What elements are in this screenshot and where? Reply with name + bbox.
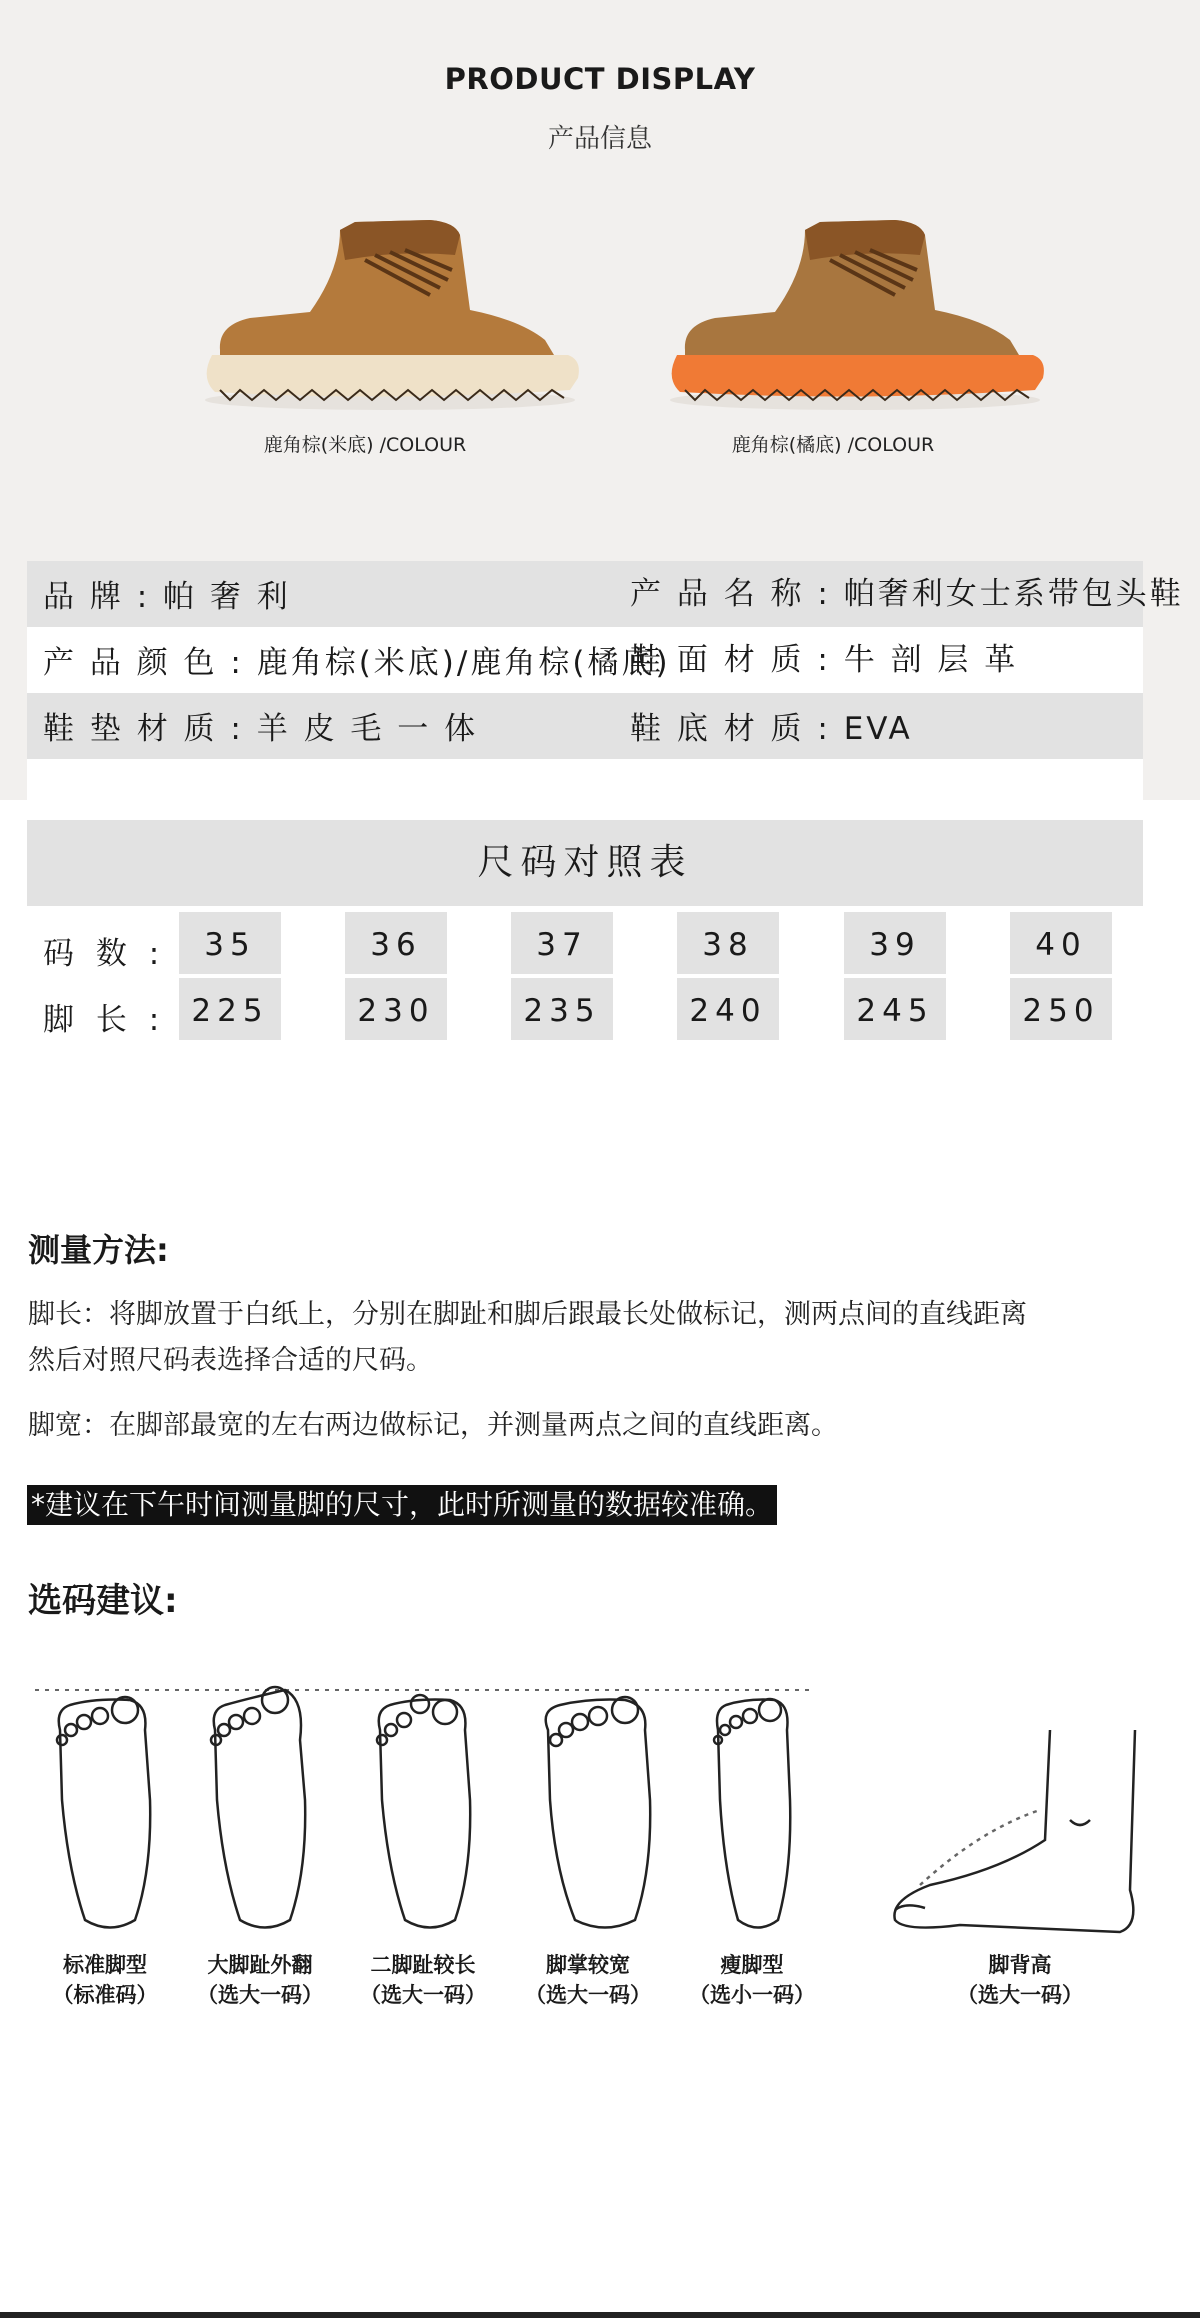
size-cell: 39 xyxy=(844,912,946,974)
product-image-orange-sole xyxy=(655,200,1055,420)
bottom-divider xyxy=(0,2312,1200,2318)
spec-row xyxy=(27,561,1184,627)
foot-caption-high-instep xyxy=(940,1950,1100,2010)
length-cell: 230 xyxy=(345,978,447,1040)
foot-type-label: 脚背高 xyxy=(988,1953,1052,1977)
spec-spacer xyxy=(27,759,1143,819)
size-cell: 37 xyxy=(511,912,613,974)
spec-row xyxy=(27,693,1143,759)
foot-high-instep-icon xyxy=(894,1730,1135,1932)
measure-width-line: 脚宽：在脚部最宽的左右两边做标记，并测量两点之间的直线距离。 xyxy=(28,1410,838,1441)
foot-advice-label: （选大一码） xyxy=(197,1983,323,2007)
foot-caption-long-second-toe xyxy=(343,1950,503,2010)
foot-long-second-toe-icon xyxy=(377,1695,470,1928)
product-caption-beige: 鹿角棕(米底) /COLOUR xyxy=(263,434,467,456)
product-caption-orange: 鹿角棕(橘底) /COLOUR xyxy=(731,434,935,456)
length-cell: 235 xyxy=(511,978,613,1040)
measure-heading: 测量方法: xyxy=(28,1231,169,1269)
foot-type-label: 二脚趾较长 xyxy=(370,1953,476,1977)
foot-caption-slim xyxy=(672,1950,832,2010)
foot-advice-label: （选大一码） xyxy=(525,1983,651,2007)
foot-slim-icon xyxy=(714,1699,790,1928)
measure-notice: *建议在下午时间测量脚的尺寸，此时所测量的数据较准确。 xyxy=(27,1485,777,1525)
shoe-orange-illustration xyxy=(655,200,1055,420)
foot-standard-icon xyxy=(57,1697,150,1928)
product-image-beige-sole xyxy=(190,200,590,420)
foot-advice-label: （选大一码） xyxy=(360,1983,486,2007)
length-cell: 240 xyxy=(677,978,779,1040)
spec-table xyxy=(27,561,1184,819)
foot-types-illustration xyxy=(0,1670,1200,2030)
foot-advice-label: （选大一码） xyxy=(957,1983,1083,2007)
foot-caption-standard xyxy=(25,1950,185,2010)
foot-type-label: 大脚趾外翻 xyxy=(207,1953,313,1977)
spec-product-name: 产 品 名 称 : 帕奢利女士系带包头鞋 xyxy=(630,576,1184,612)
size-cell: 36 xyxy=(345,912,447,974)
foot-type-label: 瘦脚型 xyxy=(720,1953,784,1977)
spec-row xyxy=(27,627,1143,693)
foot-advice-label: （标准码） xyxy=(52,1983,158,2007)
measure-length-line-2: 然后对照尺码表选择合适的尺码。 xyxy=(28,1345,433,1376)
foot-caption-bunion xyxy=(180,1950,340,2010)
size-label: 码 数 : xyxy=(43,936,166,972)
size-cell: 35 xyxy=(179,912,281,974)
spec-upper-material: 鞋 面 材 质 : 牛 剖 层 革 xyxy=(630,642,1019,678)
length-cell: 245 xyxy=(844,978,946,1040)
foot-type-label: 标准脚型 xyxy=(63,1953,147,1977)
feet-drawing xyxy=(0,1670,1200,1970)
measure-length-line-1: 脚长：将脚放置于白纸上，分别在脚趾和脚后跟最长处做标记，测两点间的直线距离 xyxy=(28,1299,1027,1330)
page-title: PRODUCT DISPLAY xyxy=(444,62,756,96)
size-cell: 38 xyxy=(677,912,779,974)
page-subtitle: 产品信息 xyxy=(547,124,652,154)
spec-sole-material: 鞋 底 材 质 : EVA xyxy=(630,711,913,747)
length-cell: 250 xyxy=(1010,978,1112,1040)
spec-color: 产 品 颜 色 : 鹿角棕(米底)/鹿角棕(橘底) xyxy=(43,645,671,681)
foot-type-label: 脚掌较宽 xyxy=(546,1953,630,1977)
foot-caption-wide xyxy=(508,1950,668,2010)
length-cell: 225 xyxy=(179,978,281,1040)
size-cell: 40 xyxy=(1010,912,1112,974)
foot-advice-label: （选小一码） xyxy=(689,1983,815,2007)
length-label: 脚 长 : xyxy=(43,1002,166,1038)
foot-bunion-icon xyxy=(211,1687,305,1928)
size-chart-title: 尺码对照表 xyxy=(27,820,1143,906)
spec-brand: 品 牌 : 帕 奢 利 xyxy=(43,579,291,615)
foot-wide-icon xyxy=(546,1697,650,1928)
advice-heading: 选码建议: xyxy=(28,1581,178,1621)
spec-insole-material: 鞋 垫 材 质 : 羊 皮 毛 一 体 xyxy=(43,711,479,747)
shoe-beige-illustration xyxy=(190,200,590,420)
